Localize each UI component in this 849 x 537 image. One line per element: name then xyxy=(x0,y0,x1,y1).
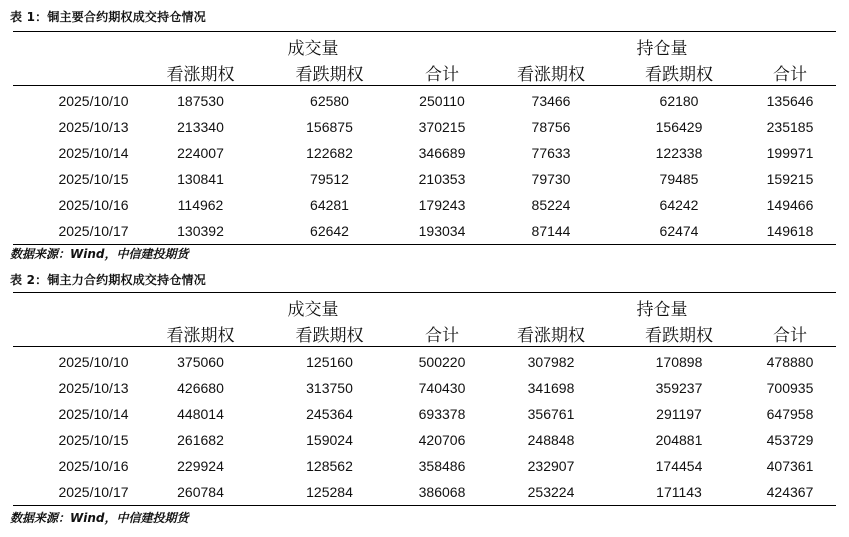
value-cell: 159215 xyxy=(766,171,814,187)
value-cell: 179243 xyxy=(418,197,466,213)
value-cell: 64242 xyxy=(659,197,699,213)
value-cell: 171143 xyxy=(614,479,744,506)
value-cell: 700935 xyxy=(766,380,814,396)
table-2-column-headers xyxy=(13,320,836,347)
column-header: 看涨期权 xyxy=(488,59,614,86)
value-cell: 62180 xyxy=(659,93,699,109)
value-cell: 156429 xyxy=(655,119,703,135)
value-cell: 130392 xyxy=(138,218,263,245)
column-header: 看涨期权 xyxy=(138,320,263,347)
value-cell: 149466 xyxy=(766,197,814,213)
value-cell: 78756 xyxy=(531,119,571,135)
column-header: 看跌期权 xyxy=(614,59,744,86)
table-1-source: 数据来源：Wind，中信建投期货 xyxy=(10,247,189,261)
value-cell: 87144 xyxy=(488,218,614,245)
date-cell: 2025/10/14 xyxy=(58,145,129,161)
column-header: 合计 xyxy=(744,320,836,347)
value-cell: 370215 xyxy=(418,119,466,135)
table-2-group-oi: 持仓量 xyxy=(488,293,836,321)
column-header: 看涨期权 xyxy=(138,59,263,86)
value-cell: 426680 xyxy=(177,380,224,396)
value-cell: 125160 xyxy=(306,354,353,370)
value-cell: 174454 xyxy=(655,458,703,474)
value-cell: 62580 xyxy=(310,93,349,109)
value-cell: 647958 xyxy=(766,406,814,422)
table-row xyxy=(13,140,836,166)
date-cell: 2025/10/14 xyxy=(58,406,129,422)
value-cell: 386068 xyxy=(396,479,488,506)
date-cell: 2025/10/16 xyxy=(58,197,129,213)
table-1-group-volume: 成交量 xyxy=(138,32,488,60)
value-cell: 62642 xyxy=(263,218,396,245)
value-cell: 85224 xyxy=(531,197,571,213)
value-cell: 79730 xyxy=(531,171,571,187)
value-cell: 245364 xyxy=(306,406,353,422)
value-cell: 204881 xyxy=(655,432,703,448)
value-cell: 135646 xyxy=(766,93,814,109)
date-cell: 2025/10/13 xyxy=(58,380,129,396)
value-cell: 229924 xyxy=(177,458,224,474)
value-cell: 122338 xyxy=(655,145,703,161)
table-1-body xyxy=(13,86,836,245)
column-header: 合计 xyxy=(744,59,836,86)
value-cell: 170898 xyxy=(655,354,703,370)
value-cell: 79512 xyxy=(310,171,349,187)
table-row xyxy=(13,401,836,427)
value-cell: 359237 xyxy=(655,380,703,396)
value-cell: 358486 xyxy=(418,458,466,474)
value-cell: 130841 xyxy=(177,171,224,187)
date-cell: 2025/10/13 xyxy=(58,119,129,135)
value-cell: 261682 xyxy=(177,432,224,448)
value-cell: 210353 xyxy=(418,171,466,187)
table-row xyxy=(13,86,836,115)
table-1-group-header xyxy=(13,32,836,60)
value-cell: 260784 xyxy=(138,479,263,506)
value-cell: 62474 xyxy=(614,218,744,245)
value-cell: 213340 xyxy=(177,119,224,135)
column-header: 合计 xyxy=(396,320,488,347)
value-cell: 356761 xyxy=(527,406,575,422)
value-cell: 248848 xyxy=(527,432,575,448)
value-cell: 448014 xyxy=(177,406,224,422)
table-2 xyxy=(13,292,836,506)
value-cell: 500220 xyxy=(418,354,466,370)
value-cell: 250110 xyxy=(419,93,465,109)
date-cell: 2025/10/15 xyxy=(58,171,129,187)
table-2-caption: 表 2：铜主力合约期权成交持仓情况 xyxy=(10,273,206,287)
value-cell: 424367 xyxy=(744,479,836,506)
value-cell: 375060 xyxy=(177,354,224,370)
table-1 xyxy=(13,31,836,245)
value-cell: 341698 xyxy=(527,380,575,396)
value-cell: 159024 xyxy=(306,432,353,448)
table-row xyxy=(13,479,836,506)
table-row xyxy=(13,453,836,479)
value-cell: 407361 xyxy=(766,458,814,474)
column-header: 合计 xyxy=(396,59,488,86)
table-row xyxy=(13,192,836,218)
value-cell: 740430 xyxy=(418,380,466,396)
table-2-group-header xyxy=(13,293,836,321)
value-cell: 64281 xyxy=(310,197,349,213)
value-cell: 79485 xyxy=(659,171,699,187)
table-row xyxy=(13,347,836,376)
table-2-group-volume: 成交量 xyxy=(138,293,488,321)
table-2-body xyxy=(13,347,836,506)
value-cell: 307982 xyxy=(527,354,575,370)
table-row xyxy=(13,166,836,192)
table-2-source: 数据来源：Wind，中信建投期货 xyxy=(10,511,189,525)
date-cell: 2025/10/15 xyxy=(58,432,129,448)
value-cell: 478880 xyxy=(766,354,814,370)
value-cell: 193034 xyxy=(396,218,488,245)
column-header: 看跌期权 xyxy=(263,320,396,347)
value-cell: 149618 xyxy=(744,218,836,245)
column-header: 看跌期权 xyxy=(263,59,396,86)
table-row xyxy=(13,375,836,401)
table-row xyxy=(13,114,836,140)
date-cell: 2025/10/17 xyxy=(13,218,138,245)
value-cell: 77633 xyxy=(531,145,571,161)
value-cell: 232907 xyxy=(527,458,575,474)
value-cell: 235185 xyxy=(766,119,814,135)
value-cell: 693378 xyxy=(418,406,466,422)
value-cell: 199971 xyxy=(766,145,814,161)
value-cell: 224007 xyxy=(177,145,224,161)
column-header: 看涨期权 xyxy=(488,320,614,347)
date-cell: 2025/10/16 xyxy=(58,458,129,474)
value-cell: 125284 xyxy=(263,479,396,506)
value-cell: 253224 xyxy=(488,479,614,506)
value-cell: 114962 xyxy=(177,197,224,213)
date-cell: 2025/10/17 xyxy=(13,479,138,506)
value-cell: 122682 xyxy=(306,145,353,161)
value-cell: 313750 xyxy=(306,380,353,396)
value-cell: 453729 xyxy=(766,432,814,448)
table-1-column-headers xyxy=(13,59,836,86)
table-1-group-oi: 持仓量 xyxy=(488,32,836,60)
date-cell: 2025/10/10 xyxy=(58,354,129,370)
value-cell: 73466 xyxy=(531,93,571,109)
value-cell: 187530 xyxy=(177,93,224,109)
table-row xyxy=(13,218,836,245)
value-cell: 156875 xyxy=(306,119,353,135)
value-cell: 128562 xyxy=(306,458,353,474)
column-header: 看跌期权 xyxy=(614,320,744,347)
table-1-caption: 表 1：铜主要合约期权成交持仓情况 xyxy=(10,10,206,24)
value-cell: 420706 xyxy=(418,432,466,448)
table-row xyxy=(13,427,836,453)
date-cell: 2025/10/10 xyxy=(58,93,129,109)
value-cell: 291197 xyxy=(656,406,702,422)
value-cell: 346689 xyxy=(418,145,466,161)
